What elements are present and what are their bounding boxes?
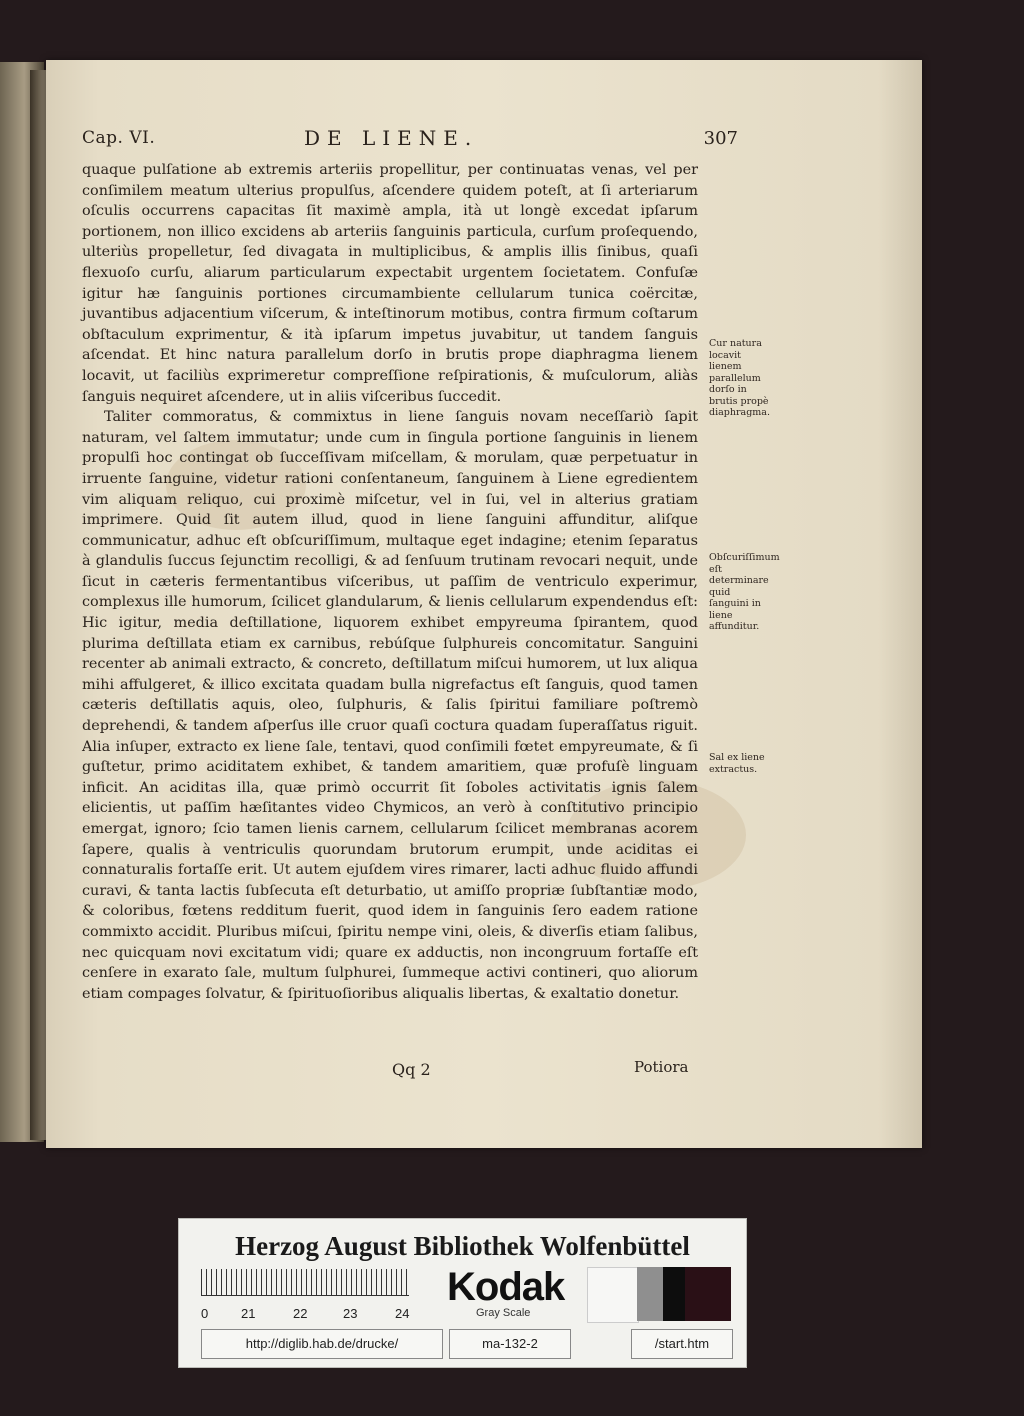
ruler-number: 24: [395, 1306, 410, 1321]
url-suffix: /start.htm: [631, 1329, 733, 1359]
book-gutter: [30, 70, 46, 1140]
margin-note-2: Obſcuriſſimum eſt determinare quid ſanguini in liene affunditur.: [709, 552, 780, 632]
ruler-numbers: [201, 1306, 421, 1322]
page-number: 307: [703, 128, 738, 149]
library-name: Herzog August Bibliothek Wolfenbüttel: [235, 1231, 690, 1261]
main-text: [82, 160, 698, 1004]
kodak-logo: Kodak: [447, 1265, 565, 1309]
gray-scale-label: Gray Scale: [476, 1307, 531, 1319]
gray-swatch-white: [587, 1267, 639, 1323]
library-label: [178, 1218, 747, 1368]
gray-swatch-dark: [685, 1267, 731, 1321]
paragraph-1: quaque pulſatione ab extremis arteriis propellitur, per continuatas venas, vel per conſimilem meatum ulterius propulſus, aſcendere quidem poteſt, at ſi arteriarum oſculis occurrens capacitas ſit maximè ampla, ità ut longè excedat ipſarum portionem, non illico excidens ab arteriis ſanguinis particula, curſum proſequendo, ulteriùs propelletur, ſed divagata in multiplicibus, & amplis illis ſinibus, quaſi flexuoſo curſu, aliarum particularum expectabit urgentem ſocietatem. Confuſæ igitur hæ ſanguinis portiones circumambiente cellularum tunica coërcitæ, juvantibus adjacentium viſcerum, & inteſtinorum motibus, contra firmum coſtarum obſtaculum exprimentur, & ità ipſarum impetus juvabitur, ut tandem ſanguis aſcendat. Et hinc natura parallelum dorſo in brutis prope diaphragma lienem locavit, ut faciliùs exprimeretur compreſſione reſpirationis, & muſculorum, aliàs ſanguis nequiret aſcendere, ut in aliis viſceribus ſuccedit.: [82, 162, 698, 405]
chapter-label: Cap. VI.: [82, 128, 156, 148]
signature-mark: Qq 2: [392, 1060, 431, 1079]
url-id: ma-132-2: [449, 1329, 571, 1359]
paragraph-2: Taliter commoratus, & commixtus in liene ſanguis novam neceſſariò ſapit naturam, vel ſaltem immutatur; unde cum in ſingula portione ſanguinis in lienem propulſi hoc contingat ob ſucceſſivam miſcellam, & morulam, quæ perpetuatur in irruente ſanguine, videtur rationi conſentaneum, ſanguinem à Liene egredientem vim aliquam reliquo, cui proximè miſcetur, vel in ſui, vel in alterius gratiam imprimere. Quid ſit autem illud, quod in liene ſanguini affunditur, aliſque communicatur, adhuc eſt obſcuriſſimum, multaque eget indagine; etenim ſeparatus à glandulis ſuccus ſejunctim recolligi, & ad ſenſuum trutinam revocari nequit, unde ſicut in cæteris fermentantibus viſceribus, ut paſſim de ventriculo experimur, complexus ille humorum, ſcilicet glandularum, & lienis cellularum expendendus eſt: Hic igitur, media deſtillatione, liquorem exhibet empyreuma ſpirantem, quod plurima deſtillata etiam ex carnibus, rebúſque ſulphureis concomitatur. Sanguini recenter ab animali extracto, & concreto, deſtillatum miſcui humorem, ut lux aliqua mihi affulgeret, & illico excitata quadam bulla nigrefactus eſt ſanguis, quod tamen cæteris deſtillatis aquis, oleo, ſulphuris, & ſalis ſpiritui familiare poſtremò deprehendi, & tandem aſperſus ille cruor quaſi coctura quadam ſuperaſſatus riguit. Alia inſuper, extracto ex liene ſale, tentavi, quod conſimili fœtet empyreumate, & ſi guſtetur, primo aciditatem exhibet, & tandem amaritiem, quæ profuſè linguam inficit. An aciditas illa, quæ primò occurrit ſit ſoboles activitatis ignis ſalem elicientis, ut paſſim hæſitantes video Chymicos, an verò à conſtitutivo principio emergat, ignoro; ſcio tamen lienis carnem, cellularum ſcilicet membranas acorem ſapere, qualis à ventriculis quorundam brutorum erumpit, unde aciditas ei connaturalis fortaſſe erit. Ut autem ejuſdem vires rimarer, lacti adhuc fluido affundi curavi, & tanta lactis ſubſecuta eſt deturbatio, ut amiſſo propriæ ſubſtantiæ modo, & coloribus, fœtens redditum fuerit, quod idem in ſanguinis ſero eadem ratione commixto accidit. Pluribus miſcui, ſpiritu nempe vini, oleis, & diverſis etiam ſalibus, nec quicquam novi excitatum vidi; quare ex adductis, non incongruum fortaſſe eſt cenſere in exarato ſale, multum ſulphurei, ſummeque activi contineri, quo aliorum etiam compages ſolvatur, & ſpirituoſioribus aliqualis libertas, & exaltatio donetur.: [82, 409, 698, 1002]
gray-swatch-mid: [637, 1267, 663, 1321]
ruler-ticks: [201, 1269, 409, 1296]
ruler-number: 0: [201, 1306, 209, 1321]
page-title: DE LIENE.: [304, 126, 479, 150]
ruler-number: 21: [241, 1306, 256, 1321]
ruler-scale: [201, 1269, 409, 1299]
margin-note-3: Sal ex liene extractus.: [709, 752, 765, 775]
margin-note-1: Cur natura locavit lienem parallelum dorſo in brutis propè diaphragma.: [709, 338, 770, 418]
running-header: [82, 126, 738, 158]
catchword: Potiora: [634, 1058, 689, 1076]
ruler-number: 22: [293, 1306, 308, 1321]
gray-swatch-black: [663, 1267, 685, 1321]
ruler-number: 23: [343, 1306, 358, 1321]
url-prefix: http://diglib.hab.de/drucke/: [201, 1329, 443, 1359]
